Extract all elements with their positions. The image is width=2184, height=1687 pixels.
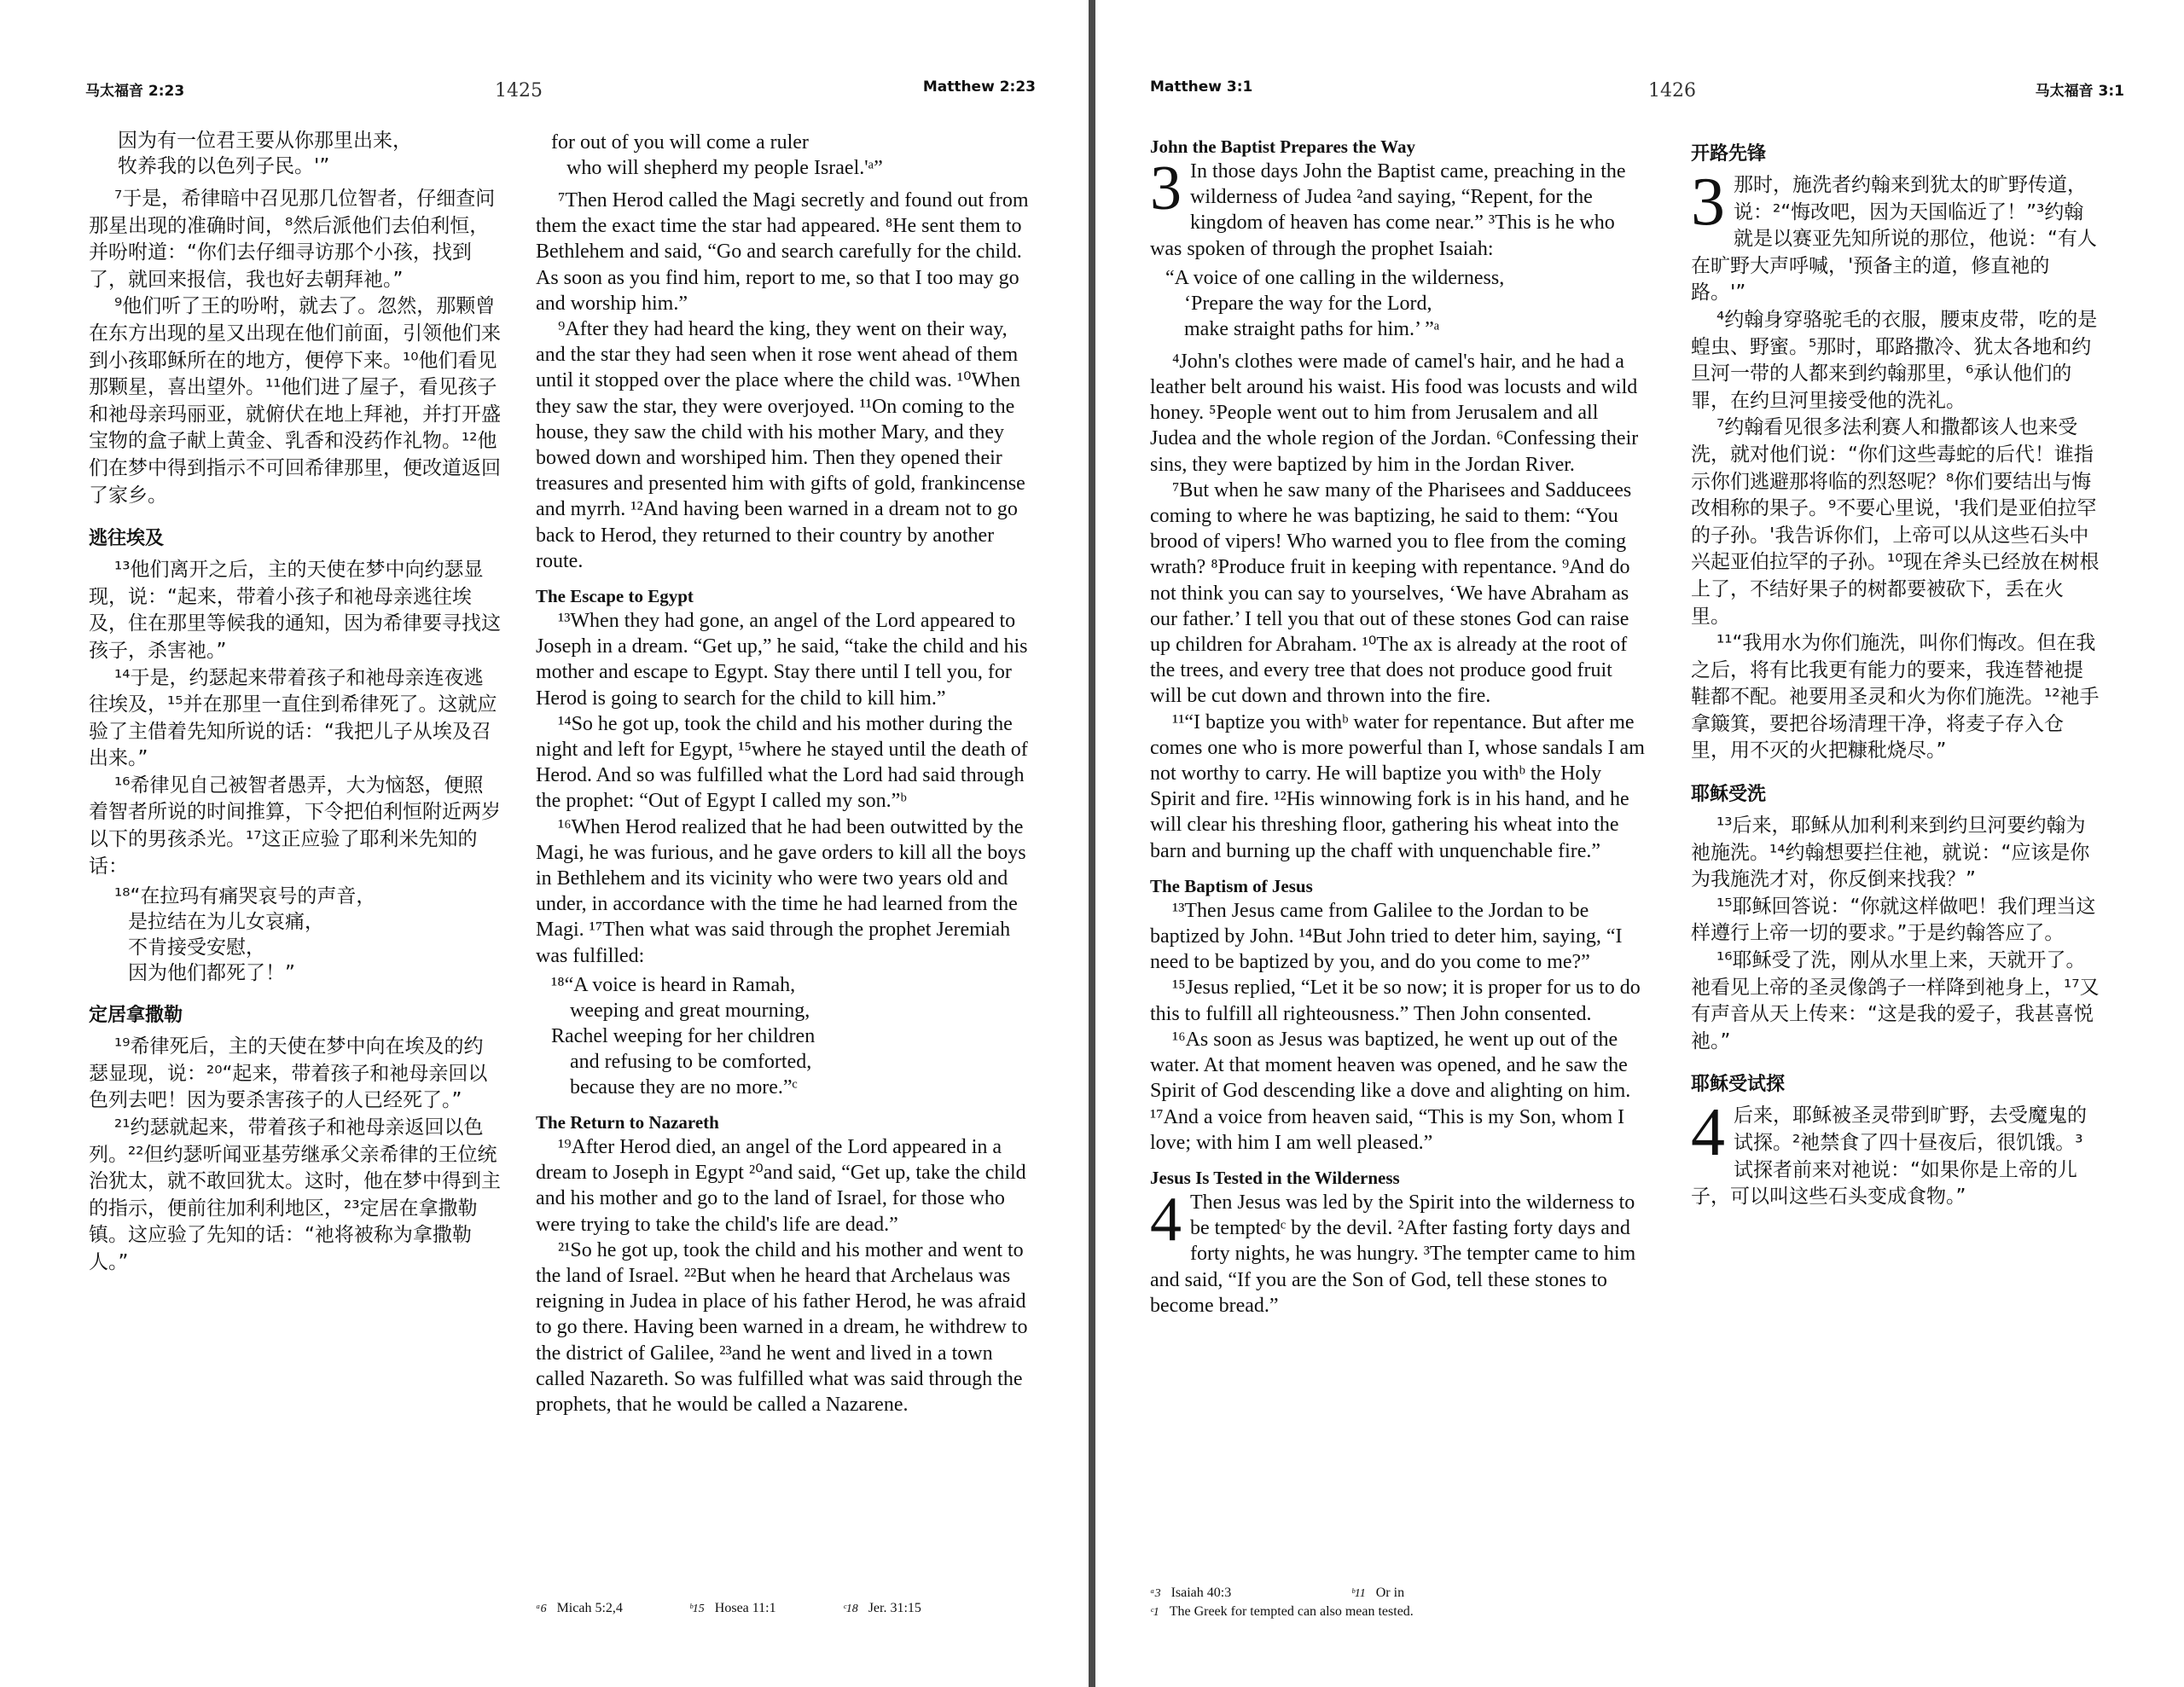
verse-paragraph: ¹³后来，耶稣从加利利来到约旦河要约翰为祂施洗。¹⁴约翰想要拦住祂，就说：“应该是你为我施洗才对，你反倒来找我？” — [1691, 815, 2090, 891]
poetry-block — [536, 130, 1037, 181]
chapter-number: 3 — [1691, 165, 1725, 240]
verse-paragraph: ²¹约瑟就起来，带着孩子和祂母亲返回以色列。²²但约瑟听闻亚基劳继承父亲希律的王位统治犹太，就不敢回犹太。这时，他在梦中得到主的指示，便前往加利利地区，²³定居在拿撒勒镇。这应验了先知的话：“祂将被称为拿撒勒人。” — [89, 1116, 501, 1273]
chapter-number: 3 — [1150, 154, 1182, 223]
poetry-line: Rachel weeping for her children — [551, 1024, 816, 1047]
verse-paragraph: ⁷Then Herod called the Magi secretly and found out from them the exact time the star had appeared. ⁸He sent them to Bethlehem and said, “Go and search carefully for the child. As soon as you find him, report to me, so that I too may go and worship him.” — [536, 189, 1029, 315]
verse-paragraph: ¹³When they had gone, an angel of the Lord appeared to Joseph in a dream. “Get up,” he said, “take the child and his mother and escape to Egypt. Stay there until I tell you, for Herod is going to search for the child to kill him.” — [536, 610, 1028, 710]
verse-paragraph: ⁷约翰看见很多法利赛人和撒都该人也来受洗，就对他们说：“你们这些毒蛇的后代！谁指示你们逃避那将临的烈怒呢？⁸你们要结出与悔改相称的果子。⁹不要心里说，'我们是亚伯拉罕的子孙。'我告诉你们，上帝可以从这些石头中兴起亚伯拉罕的子孙。¹⁰现在斧头已经放在树根上了，不结好果子的树都要被砍下，丢在火里。 — [1691, 416, 2100, 628]
verse-paragraph: ¹¹“I baptize you withᵇ water for repentance. But after me comes one who is more powerful than I, whose sandals I am not worthy to carry. He will baptize you withᵇ the Holy Spirit and fire. ¹²His winnowing fork is in his hand, and he will clear his threshing floor, gathering his wheat into the barn and burning up the chaff with unquenchable fire.” — [1150, 710, 1645, 862]
section-heading: 逃往埃及 — [89, 528, 165, 550]
chapter-opening-paragraph — [1150, 1184, 1645, 1319]
english-column — [536, 126, 1037, 1593]
chapter-opening-paragraph — [1691, 1095, 2100, 1210]
section-heading: The Escape to Egypt — [536, 586, 694, 607]
verse-paragraph: ¹⁶When Herod realized that he had been outwitted by the Magi, he was furious, and he gave orders to kill all the boys in Bethlehem and its vicinity who were two years old and under, in accordance with the time he had learned from the Magi. ¹⁷Then what was said through the prophet Jeremiah was fulfilled: — [536, 815, 1026, 967]
verse-paragraph: ¹¹“我用水为你们施洗，叫你们悔改。但在我之后，将有比我更有能力的要来，我连替祂提鞋都不配。祂要用圣灵和火为你们施洗。¹²祂手拿簸箕，要把谷场清理干净，将麦子存入仓里，用不灭的火把糠秕烧尽。” — [1691, 632, 2100, 762]
right-page — [1095, 0, 2184, 1687]
section-heading: John the Baptist Prepares the Way — [1150, 136, 1415, 157]
verse-paragraph: ⁴约翰身穿骆驼毛的衣服，腰束皮带，吃的是蝗虫、野蜜。⁵那时，耶路撒冷、犹太各地和约旦河一带的人都来到约翰那里，⁶承认他们的罪，在约旦河里接受他的洗礼。 — [1691, 308, 2098, 412]
verse-paragraph: ⁹他们听了王的吩咐，就去了。忽然，那颗曾在东方出现的星又出现在他们前面，引领他们来到小孩耶稣所在的地方，便停下来。¹⁰他们看见那颗星，喜出望外。¹¹他们进了屋子，看见孩子和祂母亲玛丽亚，就俯伏在地上拜祂，并打开盛宝物的盒子献上黄金、乳香和没药作礼物。¹²他们在梦中得到指示不可回希律那里，便改道返回了家乡。 — [89, 295, 501, 507]
verse-paragraph: ¹⁴于是，约瑟起来带着孩子和祂母亲连夜逃往埃及，¹⁵并在那里一直住到希律死了。这就应验了主借着先知所说的话：“我把儿子从埃及召出来。” — [89, 666, 497, 770]
verse-paragraph: ¹⁵耶稣回答说：“你就这样做吧！我们理当这样遵行上帝一切的要求。”于是约翰答应了。 — [1691, 895, 2096, 945]
section-heading: 定居拿撒勒 — [89, 1005, 183, 1027]
verse-paragraph: ¹⁴So he got up, took the child and his mother during the night and left for Egypt, ¹⁵where he stayed until the death of Herod. And so was fulfilled what the Lord had said through the prophet: “Out of Egypt I called my son.”ᵇ — [536, 712, 1028, 813]
section-heading: The Return to Nazareth — [536, 1111, 719, 1133]
running-header-zh: 马太福音 2:23 — [85, 83, 185, 100]
footnote-c: ᶜ18 Jer. 31:15 — [843, 1601, 921, 1615]
verse-paragraph: ¹³Then Jesus came from Galilee to the Jordan to be baptized by John. ¹⁴But John tried to deter him, saying, “I need to be baptized by you, and do you come to me?” — [1150, 899, 1623, 974]
verse-paragraph: ¹⁹After Herod died, an angel of the Lord appeared in a dream to Joseph in Egypt ²⁰and said, “Get up, take the child and his mother and go to the land of Israel, for those who were trying to take the child's life are dead.” — [536, 1135, 1026, 1236]
verse-text: 后来，耶稣被圣灵带到旷野，去受魔鬼的试探。²祂禁食了四十昼夜后，很饥饿。³试探者前来对祂说：“如果你是上帝的儿子，可以叫这些石头变成食物。” — [1691, 1104, 2087, 1209]
poetry-line: 牧养我的以色列子民。'” — [118, 155, 330, 177]
verse-paragraph: ²¹So he got up, took the child and his mother and went to the land of Israel. ²²But when he heard that Archelaus was reigning in Judea in place of his father Herod, he was afraid to go there. Having been warned in a dream, he withdrew to the district of Galilee, ²³and he went and lived in a town called Nazareth. So was fulfilled what was said through the prophets, that he would be called a Nazarene. — [536, 1238, 1028, 1416]
section-heading: The Baptism of Jesus — [1150, 875, 1313, 896]
running-header-zh: 马太福音 3:1 — [2035, 83, 2124, 100]
verse-text: Then Jesus was led by the Spirit into the wilderness to be temptedᶜ by the devil. ²After fasting forty days and forty nights, he was hungry. ³The tempter came to him and said, “If you are the Son of God, tell these stones to become bread.” — [1150, 1191, 1636, 1317]
english-column — [1150, 125, 1645, 1566]
verse-paragraph: ¹⁶希律见自己被智者愚弄，大为恼怒，便照着智者所说的时间推算，下令把伯利恒附近两岁以下的男孩杀光。¹⁷这正应验了耶利米先知的话： — [89, 774, 501, 878]
poetry-line: 因为有一位君王要从你那里出来， — [118, 130, 412, 152]
chinese-column — [89, 125, 502, 1574]
running-header-en: Matthew 3:1 — [1150, 78, 1253, 96]
verse-paragraph: ¹⁵Jesus replied, “Let it be so now; it is proper for us to do this to fulfill all righteousness.” Then John consented. — [1150, 977, 1641, 1025]
footnote-a: ᵃ3 Isaiah 40:3 — [1150, 1586, 1232, 1600]
chapter-opening-paragraph — [1150, 154, 1645, 262]
poetry-line: “A voice of one calling in the wilderness, — [1165, 266, 1505, 289]
footnote-c: ᶜ1 The Greek for tempted can also mean tested. — [1150, 1604, 1414, 1619]
chapter-number: 4 — [1150, 1184, 1182, 1255]
verse-text: 那时，施洗者约翰来到犹太的旷野传道，说：²“悔改吧，因为天国临近了！”³约翰就是以赛亚先知所说的那位，他说：“有人在旷野大声呼喊，'预备主的道，修直祂的路。'” — [1691, 174, 2097, 304]
section-heading: 耶稣受洗 — [1691, 784, 1767, 806]
poetry-line: 不肯接受安慰， — [128, 936, 265, 959]
poetry-line: make straight paths for him.’ ”ᵃ — [1184, 317, 1440, 340]
poetry-line: 是拉结在为儿女哀痛， — [128, 911, 324, 934]
chapter-number: 4 — [1691, 1095, 1725, 1171]
poetry-line: and refusing to be comforted, — [570, 1050, 812, 1073]
verse-paragraph: ⁷But when he saw many of the Pharisees and Sadducees coming to where he was baptizing, he said to them: “You brood of vipers! Who warned you to flee from the coming wrath? ⁸Produce fruit in keeping with repentance. ⁹And do not think you can say to yourselves, ‘We have Abraham as our father.’ I tell you that out of these stones God can raise up children for Abraham. ¹⁰The ax is already at the root of the trees, and every tree that does not produce good fruit will be cut down and thrown into the fire. — [1150, 478, 1632, 708]
poetry-line: because they are no more.”ᶜ — [570, 1075, 798, 1099]
verse-paragraph: ¹⁶耶稣受了洗，刚从水里上来，天就开了。祂看见上帝的圣灵像鸽子一样降到祂身上，¹⁷又有声音从天上传来：“这是我的爱子，我甚喜悦祂。” — [1691, 949, 2100, 1052]
poetry-block — [89, 128, 502, 179]
poetry-line: 因为他们都死了！” — [128, 962, 295, 985]
verse-paragraph: ⁹After they had heard the king, they went on their way, and the star they had seen when it rose went ahead of them until it stopped over the place where the child was. ¹⁰When they saw the star, they were overjoyed. ¹¹On coming to the house, they saw the child with his mother Mary, and they bowed down and worshiped him. Then they opened their treasures and presented him with gifts of gold, frankincense and myrrh. ¹²And having been warned in a dream not to go back to Herod, they returned to their country by another route. — [536, 318, 1025, 572]
page-number: 1426 — [1648, 80, 1696, 101]
poetry-line: ¹⁸“A voice is heard in Ramah, — [551, 973, 796, 996]
verse-paragraph: ¹³他们离开之后，主的天使在梦中向约瑟显现，说：“起来，带着小孩子和祂母亲逃往埃及，住在那里等候我的通知，因为希律要寻找这孩子，杀害祂。” — [89, 559, 501, 662]
verse-paragraph: ⁴John's clothes were made of camel's hair, and he had a leather belt around his waist. His food was locusts and wild honey. ⁵People went out to him from Jerusalem and all Judea and the whole region of the Jordan. ⁶Confessing their sins, they were baptized by him in the Jordan River. — [1150, 350, 1639, 476]
poetry-block — [1150, 265, 1645, 342]
verse-paragraph: ¹⁹希律死后，主的天使在梦中向在埃及的约瑟显现，说：²⁰“起来，带着孩子和祂母亲回以色列去吧！因为要杀害孩子的人已经死了。” — [89, 1035, 488, 1112]
section-heading: 开路先锋 — [1691, 143, 1767, 165]
verse-text: In those days John the Baptist came, preaching in the wilderness of Judea ²and saying, “Repent, for the kingdom of heaven has come near.” ³This is he who was spoken of through the prophet Isaiah: — [1150, 160, 1626, 260]
poetry-line: for out of you will come a ruler — [551, 131, 809, 154]
page-number: 1425 — [495, 80, 543, 101]
poetry-line: who will shepherd my people Israel.'ᵃ” — [566, 157, 883, 179]
poetry-line: ¹⁸“在拉玛有痛哭哀号的声音， — [114, 885, 376, 908]
poetry-block — [536, 972, 1037, 1100]
verse-paragraph: ⁷于是，希律暗中召见那几位智者，仔细查问那星出现的准确时间，⁸然后派他们去伯利恒，并吩咐道：“你们去仔细寻访那个小孩，找到了，就回来报信，我也好去朝拜祂。” — [89, 188, 496, 291]
section-heading: 耶稣受试探 — [1691, 1074, 1786, 1096]
footnote-b: ᵇ11 Or in — [1351, 1586, 1405, 1600]
running-header-en: Matthew 2:23 — [922, 78, 1036, 96]
poetry-line: weeping and great mourning, — [570, 999, 810, 1022]
verse-paragraph: ¹⁶As soon as Jesus was baptized, he went up out of the water. At that moment heaven was opened, and he saw the Spirit of God descending like a dove and alighting on him. ¹⁷And a voice from heaven said, “This is my Son, whom I love; with him I am well pleased.” — [1150, 1028, 1631, 1154]
left-page — [0, 0, 1089, 1687]
chapter-opening-paragraph — [1691, 165, 2100, 307]
chinese-column — [1691, 125, 2100, 1574]
footnote-a: ᵃ6 Micah 5:2,4 — [536, 1601, 623, 1615]
poetry-block — [89, 884, 502, 986]
section-heading: Jesus Is Tested in the Wilderness — [1150, 1167, 1400, 1188]
footnote-b: ᵇ15 Hosea 11:1 — [689, 1601, 776, 1615]
poetry-line: ‘Prepare the way for the Lord, — [1184, 292, 1432, 315]
